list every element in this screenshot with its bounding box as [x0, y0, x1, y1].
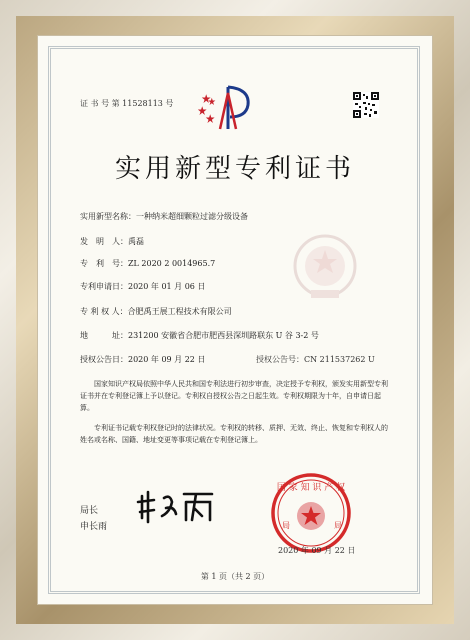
row-application-date: [80, 281, 205, 292]
paragraph-grant: 国家知识产权局依照中华人民共和国专利法进行初步审查，决定授予专利权，颁发实用新型专利证书并在专利登记簿上予以登记。专利权自授权公告之日起生效。专利权期限为十年，自申请日起算。: [80, 380, 388, 412]
row-label: 授权公告日：: [80, 355, 128, 364]
row-inventor: [80, 236, 144, 247]
row-value: ZL 2020 2 0014965.7: [128, 259, 216, 268]
row-label: 专利申请日：: [80, 282, 128, 291]
svg-text:国 家 知 识 产 权: 国 家 知 识 产 权: [276, 483, 346, 493]
qr-code-icon: [353, 92, 379, 118]
row-patentee: [80, 306, 232, 317]
row-value: 禹磊: [128, 237, 144, 246]
row-name: [80, 211, 248, 222]
certificate-title: 实用新型专利证书: [114, 154, 355, 184]
row-label: 实用新型名称：: [80, 212, 136, 221]
row-value: 2020 年 01 月 06 日: [128, 282, 206, 291]
certificate-number: 证 书 号 第 11528113 号: [80, 99, 174, 108]
row-label: 发 明 人：: [80, 237, 128, 246]
patent-office-logo-icon: [198, 83, 258, 133]
row-value: 231200 安徽省合肥市肥西县深圳路联东 U 谷 3-2 号: [128, 331, 319, 340]
row-address: [80, 330, 319, 341]
national-emblem-icon: [285, 232, 365, 304]
row-value: 2020 年 09 月 22 日: [128, 355, 206, 364]
row-label: 地 址：: [80, 331, 128, 340]
row-grant-date: [80, 354, 205, 365]
director-signature-icon: [136, 486, 216, 526]
svg-text:局: 局: [334, 521, 342, 530]
row-label: 专 利 号：: [80, 259, 128, 268]
director-title: 局长: [80, 506, 99, 516]
official-seal-icon: [270, 472, 352, 554]
paragraph-legal: 专利证书记载专利权登记时的法律状况。专利权的转移、质押、无效、终止、恢复和专利权人的姓名或名称、国籍、地址变更等事项记载在专利登记簿上。: [80, 424, 388, 444]
row-value: 合肥禹王展工程技术有限公司: [127, 307, 232, 316]
page-indicator: 第 1 页（共 2 页）: [200, 572, 270, 581]
row-label: 专 利 权 人：: [80, 307, 128, 316]
row-patent-number: [80, 258, 215, 269]
publication-number: 授权公告号：CN 211537262 U: [256, 355, 375, 364]
director-name: 申长雨: [80, 522, 108, 532]
seal-date: 2020 年 09 月 22 日: [278, 546, 356, 555]
svg-text:局: 局: [282, 521, 290, 530]
row-value: 一种纳米超细颗粒过滤分级设备: [136, 212, 248, 221]
